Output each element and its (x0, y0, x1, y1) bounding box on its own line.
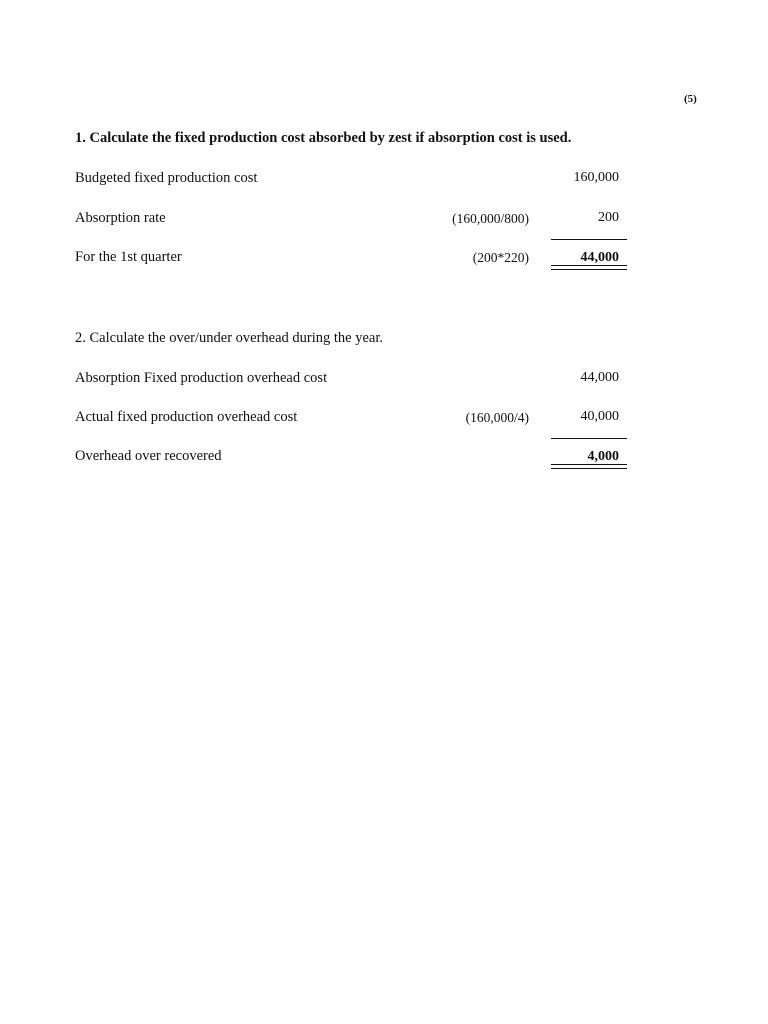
row-label: Overhead over recovered (75, 448, 222, 464)
q2-row-actual-fixed (75, 409, 627, 431)
row-label: Absorption Fixed production overhead cost (75, 370, 328, 386)
row-amount: 40,000 (580, 409, 619, 424)
row-amount: 160,000 (573, 170, 619, 185)
question-1-title: 1. Calculate the fixed production cost absorbed by zest if absorption cost is used. (75, 130, 572, 146)
row-label: Absorption rate (75, 210, 166, 226)
page-marker: (5) (684, 93, 697, 105)
row-label: Budgeted fixed production cost (75, 170, 258, 186)
row-calculation: (200*220) (472, 250, 529, 265)
row-amount: 44,000 (580, 370, 619, 385)
q1-row-absorption-rate (75, 210, 627, 232)
row-calculation: (160,000/800) (452, 211, 529, 226)
q2-row-overhead-over-recovered (75, 448, 627, 470)
row-amount: 200 (598, 210, 619, 225)
row-label: For the 1st quarter (75, 249, 182, 265)
question-2-title: 2. Calculate the over/under overhead during the year. (75, 330, 384, 346)
row-total-amount: 4,000 (551, 438, 627, 470)
double-underline (551, 265, 627, 270)
row-calculation: (160,000/4) (465, 410, 529, 425)
double-underline (551, 464, 627, 469)
q1-row-budgeted (75, 170, 627, 192)
q2-row-absorption-fixed (75, 370, 627, 392)
row-total-amount: 44,000 (551, 239, 627, 271)
q1-row-first-quarter (75, 249, 627, 271)
row-label: Actual fixed production overhead cost (75, 409, 298, 425)
